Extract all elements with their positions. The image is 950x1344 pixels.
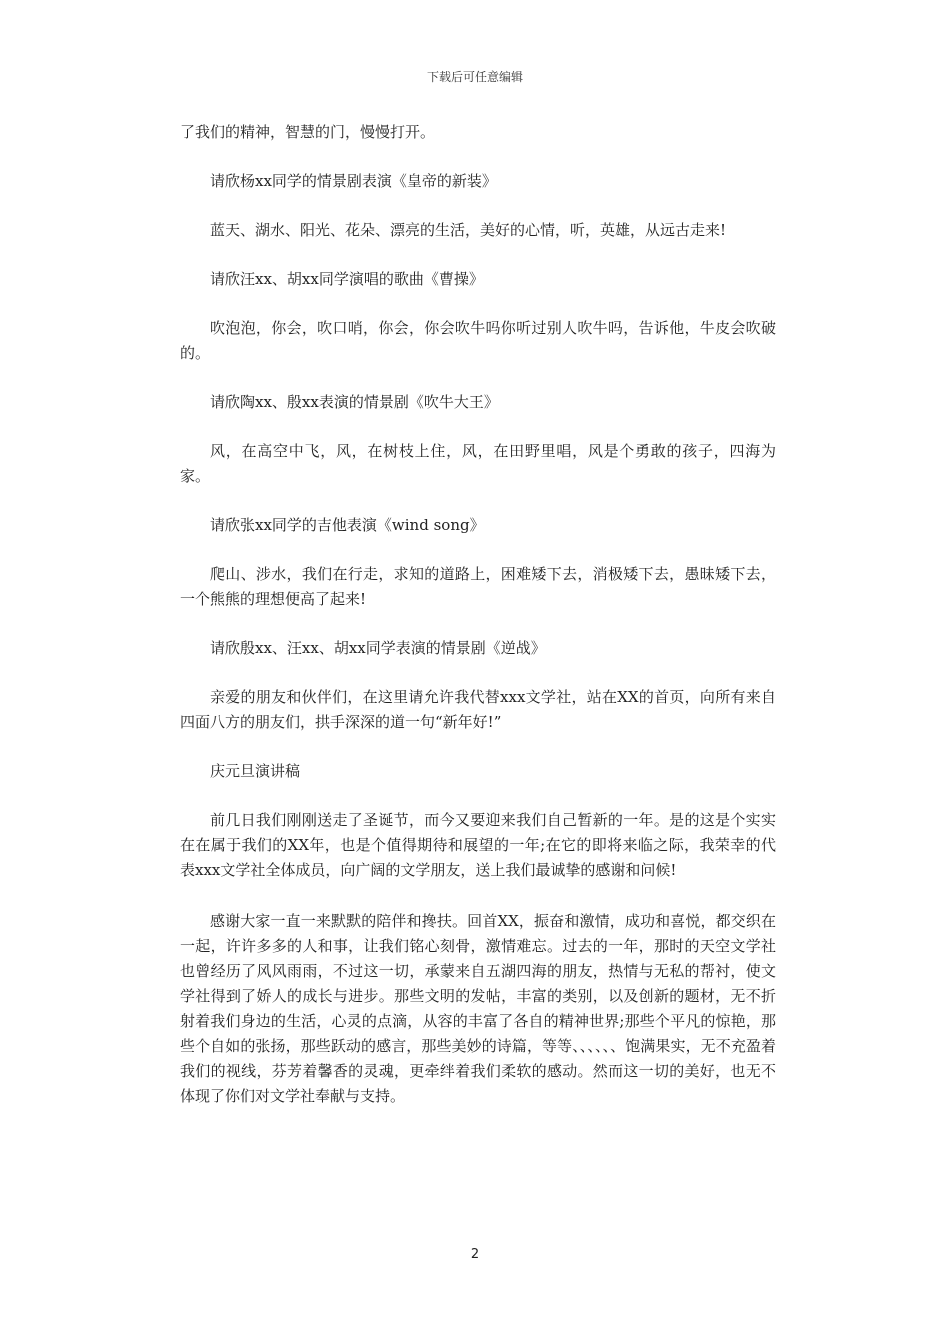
program-announcement: 请欣殷xx、汪xx、胡xx同学表演的情景剧《逆战》 <box>210 639 546 657</box>
host-line: 风，在高空中飞，风，在树枝上住，风，在田野里唱，风是个勇敢的孩子，四海为家。 <box>180 442 776 485</box>
closing-greeting: 亲爱的朋友和伙伴们，在这里请允许我代替xxx文学社，站在XX的首页，向所有来自四面八方的朋友们，拱手深深的道一句“新年好!” <box>180 688 776 731</box>
program-announcement: 请欣汪xx、胡xx同学演唱的歌曲《曹操》 <box>210 270 484 288</box>
host-line: 爬山、涉水，我们在行走，求知的道路上，困难矮下去，消极矮下去，愚昧矮下去，一个熊熊的理想便高了起来! <box>180 565 776 608</box>
document-body <box>180 120 776 1109</box>
host-line: 蓝天、湖水、阳光、花朵、漂亮的生活，美好的心情，听，英雄，从远古走来! <box>210 221 727 239</box>
section-title: 庆元旦演讲稿 <box>210 762 301 780</box>
page-number: 2 <box>470 1247 480 1262</box>
speech-paragraph: 前几日我们刚刚送走了圣诞节，而今又要迎来我们自己暂新的一年。是的这是个实实在在属于我们的XX年，也是个值得期待和展望的一年;在它的即将来临之际，我荣幸的代表xxx文学社全体成员，向广阔的文学朋友，送上我们最诚挚的感谢和问候! <box>180 811 776 879</box>
speech-paragraph: 感谢大家一直一来默默的陪伴和搀扶。回首XX，振奋和激情，成功和喜悦，都交织在一起，许许多多的人和事，让我们铭心刻骨，激情难忘。过去的一年，那时的天空文学社也曾经历了风风雨雨，不过这一切，承蒙来自五湖四海的朋友，热情与无私的帮衬，使文学社得到了娇人的成长与进步。那些文明的发帖，丰富的类别，以及创新的题材，无不折射着我们身边的生活，心灵的点滴，从容的丰富了各自的精神世界;那些个平凡的惊艳，那些个自如的张扬，那些跃动的感言，那些美妙的诗篇，等等、、、、、、饱满果实，无不充盈着我们的视线，芬芳着馨香的灵魂，更牵绊着我们柔软的感动。然而这一切的美好，也无不体现了你们对文学社奉献与支持。 <box>180 912 776 1105</box>
host-line: 吹泡泡，你会，吹口哨，你会，你会吹牛吗你听过别人吹牛吗，告诉他，牛皮会吹破的。 <box>180 319 776 362</box>
paragraph-continuation: 了我们的精神，智慧的门，慢慢打开。 <box>180 123 436 141</box>
program-announcement: 请欣张xx同学的吉他表演《wind song》 <box>210 516 485 534</box>
page-header: 下载后可任意编辑 <box>426 70 523 84</box>
program-announcement: 请欣陶xx、殷xx表演的情景剧《吹牛大王》 <box>210 393 499 411</box>
program-announcement: 请欣杨xx同学的情景剧表演《皇帝的新装》 <box>210 172 497 190</box>
